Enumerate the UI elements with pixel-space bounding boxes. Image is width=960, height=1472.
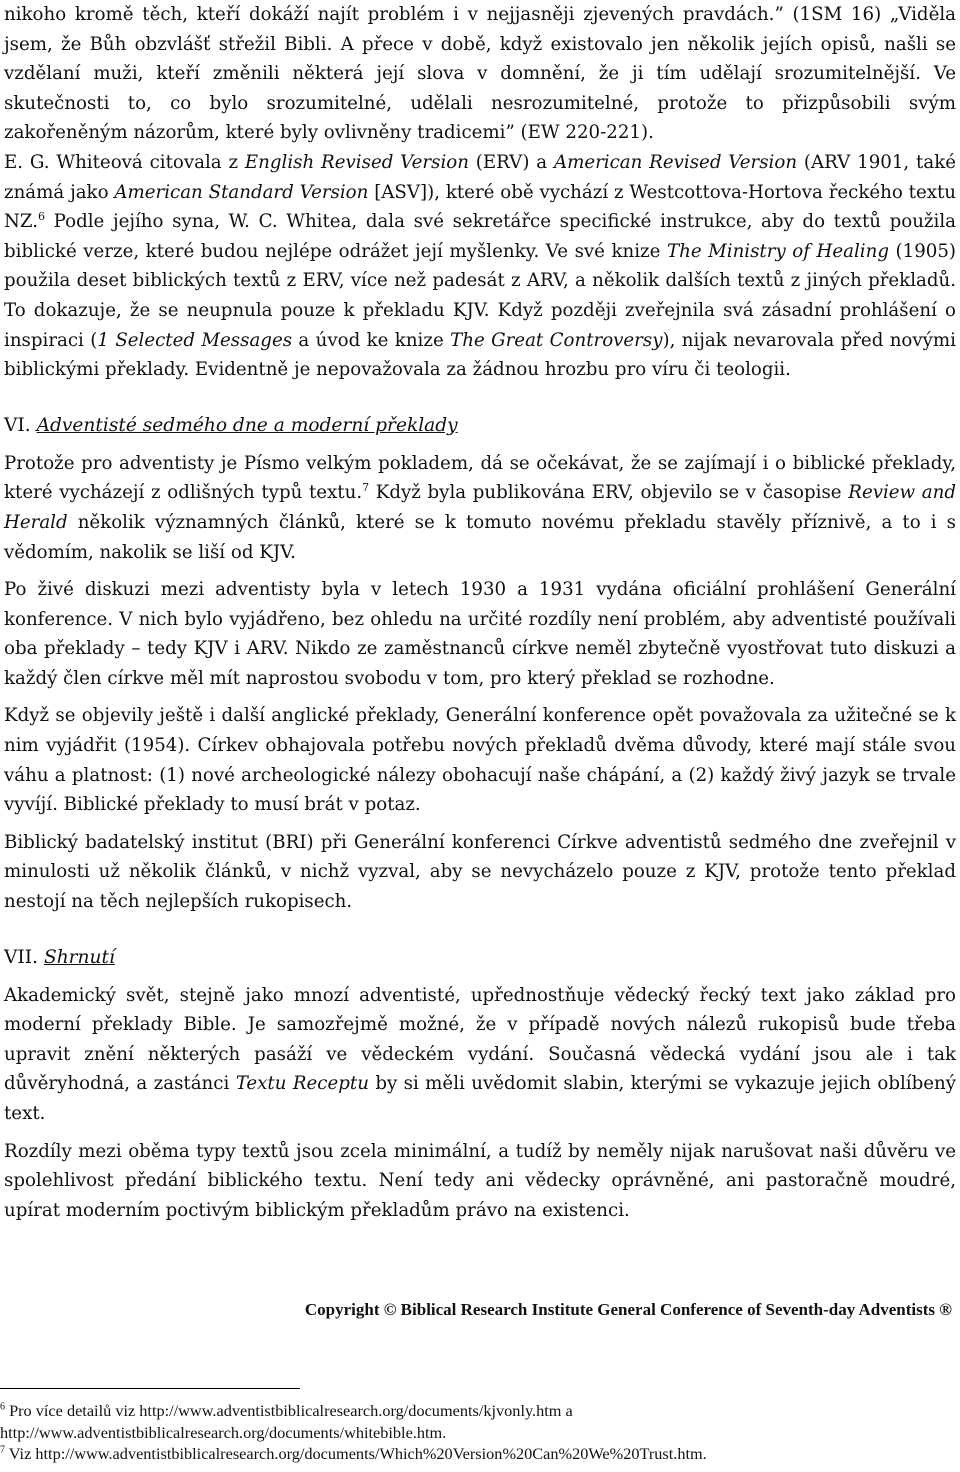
text-run: by si měli uvědomit slabin, kterými se vykazuje jejich oblíbený text. [4,1073,956,1124]
section-title: Shrnutí [43,946,115,968]
section-spacer [4,917,956,943]
text-run: (ARV 1901, také známá jako [4,151,956,203]
footnote-number: 7 [0,1444,5,1456]
text-run: Podle jejího syna, W. C. Whitea, dala své sekretářce specifické instrukce, aby do textů použila biblické verze, které budou nejlépe odrážet její myšlenky. Ve své knize [4,211,956,262]
footnote-6 [0,1400,952,1443]
section-6-paragraph-1 [4,449,956,567]
section-6-heading [4,411,956,441]
section-7-paragraph-1 [4,981,956,1129]
footnote-text: Pro více detailů viz http://www.adventistbiblicalresearch.org/documents/kjvonly.htm a http://www.adventistbiblicalresearch.org/documents/whitebible.htm. [0,1401,573,1442]
section-7-paragraph-2: Rozdíly mezi oběma typy textů jsou zcela minimální, a tudíž by neměly nijak narušovat naši důvěru ve spolehlivost předání biblického textu. Není tedy ani vědecky oprávněné, ani pastoračně moudré, upírat moderním poctivým biblickým překladům právo na existenci. [4,1140,956,1221]
footnote-7 [0,1443,952,1465]
document-page [4,0,956,1225]
footnotes [0,1400,952,1465]
section-title: Adventisté sedmého dne a moderní překlady [36,414,458,436]
title-selected-messages: 1 Selected Messages [97,329,293,351]
title-asv: American Standard Version [114,181,369,203]
text-run: [ASV]), které obě vychází z Westcottova-Hortova řeckého textu NZ. [4,181,957,233]
section-6-paragraph-4: Biblický badatelský institut (BRI) při Generální konferenci Církve adventistů sedmého dne zveřejnil v minulosti už několik článků, v nichž vyzval, aby se nevycházelo pouze z KJV, protože tento překlad nestojí na těch nejlepších rukopisech. [4,831,956,913]
footnote-ref-7[interactable]: 7 [362,481,370,495]
whiteova-paragraph [4,148,956,385]
title-great-controversy: The Great Controversy [450,329,663,351]
copyright-notice: Copyright © Biblical Research Institute General Conference of Seventh-day Adventists ® [304,1300,952,1319]
text-run: a úvod ke knize [292,329,451,351]
text-run: Protože pro adventisty je Písmo velkým pokladem, dá se očekávat, že se zajímají i o biblické překlady, které vycházejí z odlišných typů textu. [4,452,956,504]
section-spacer [4,385,956,411]
quote-text: nikoho kromě těch, kteří dokáží najít problém i v nejjasněji zjevených pravdách.” (1SM 16) „Viděla jsem, že Bůh obzvlášť střežil Bibli. A přece v době, když existovalo jen několik jejích opisů, našli se vzdělaní muži, kteří změnili některá její slova v domnění, že ji tím udělají srozumitelnější. Ve skutečnosti to, co bylo srozumitelné, udělali nesrozumitelné, protože to přizpůsobili svým zakořeněným názorům, které byly ovlivněny tradicemi” (EW 220-221). [4,4,956,144]
text-run: (1905) použila deset biblických textů z ERV, více než padesát z ARV, a několik dalších textů z jiných překladů. To dokazuje, že se neupnula pouze k překladu KJV. Když později zveřejnila svá zásadní prohlášení o inspiraci ( [4,240,957,351]
section-6-paragraph-3: Když se objevily ještě i další anglické překlady, Generální konference opět považovala za užitečné se k nim vyjádřit (1954). Církev obhajovala potřebu nových překladů dvěma důvody, které mají stále svou váhu a platnost: (1) nové archeologické nálezy obohacují naše chápání, a (2) každý živý jazyk se trvale vyvíjí. Biblické překlady to musí brát v potaz. [4,705,956,816]
footnote-text: Viz http://www.adventistbiblicalresearch.org/documents/Which%20Version%20Can%20We%20Trust.htm. [5,1444,707,1463]
term-textus-receptus: Textu Receptu [235,1073,369,1095]
section-number: VII. [4,946,44,968]
text-run: Když byla publikována ERV, objevilo se v časopise [369,482,849,504]
section-6-paragraph-2: Po živé diskuzi mezi adventisty byla v letech 1930 a 1931 vydána oficiální prohlášení Generální konference. V nich bylo vyjádřeno, bez ohledu na určité rozdíly není problém, aby adventisté používali oba překlady – tedy KJV i ARV. Nikdo ze zaměstnanců církve neměl zbytečně vyostřovat tuto diskuzi a každý člen církve měl mít naprostou svobodu v tom, pro který překlad se rozhodne. [4,579,956,689]
footnote-number: 6 [0,1401,5,1413]
footnote-divider [0,1388,300,1389]
section-number: VI. [4,414,37,436]
title-arv: American Revised Version [553,151,798,173]
text-run: ), nijak nevarovala před novými biblickými překlady. Evidentně je nepovažovala za žádnou hrozbu pro víru či teologii. [4,329,956,381]
text-run: E. G. Whiteová citovala z [4,151,245,173]
quote-paragraph [4,0,956,148]
title-ministry-of-healing: The Ministry of Healing [666,240,889,262]
text-run: Akademický svět, stejně jako mnozí adventisté, upřednostňuje vědecký řecký text jako základ pro moderní překlady Bible. Je samozřejmě možné, že v případě nových nálezů rukopisů bude třeba upravit znění některých pasáží ve vědeckém vydání. Současná vědecká vydání jsou ale i tak důvěryhodná, a zastánci [4,984,956,1095]
footnote-ref-6[interactable]: 6 [38,210,46,224]
title-review-and-herald: Review and Herald [4,482,957,533]
section-7-heading [4,943,956,973]
title-erv: English Revised Version [244,151,469,173]
text-run: několik významných článků, které se k tomuto novému překladu stavěly příznivě, a to i s vědomím, nakolik se liší od KJV. [4,511,956,563]
text-run: (ERV) a [468,151,554,173]
